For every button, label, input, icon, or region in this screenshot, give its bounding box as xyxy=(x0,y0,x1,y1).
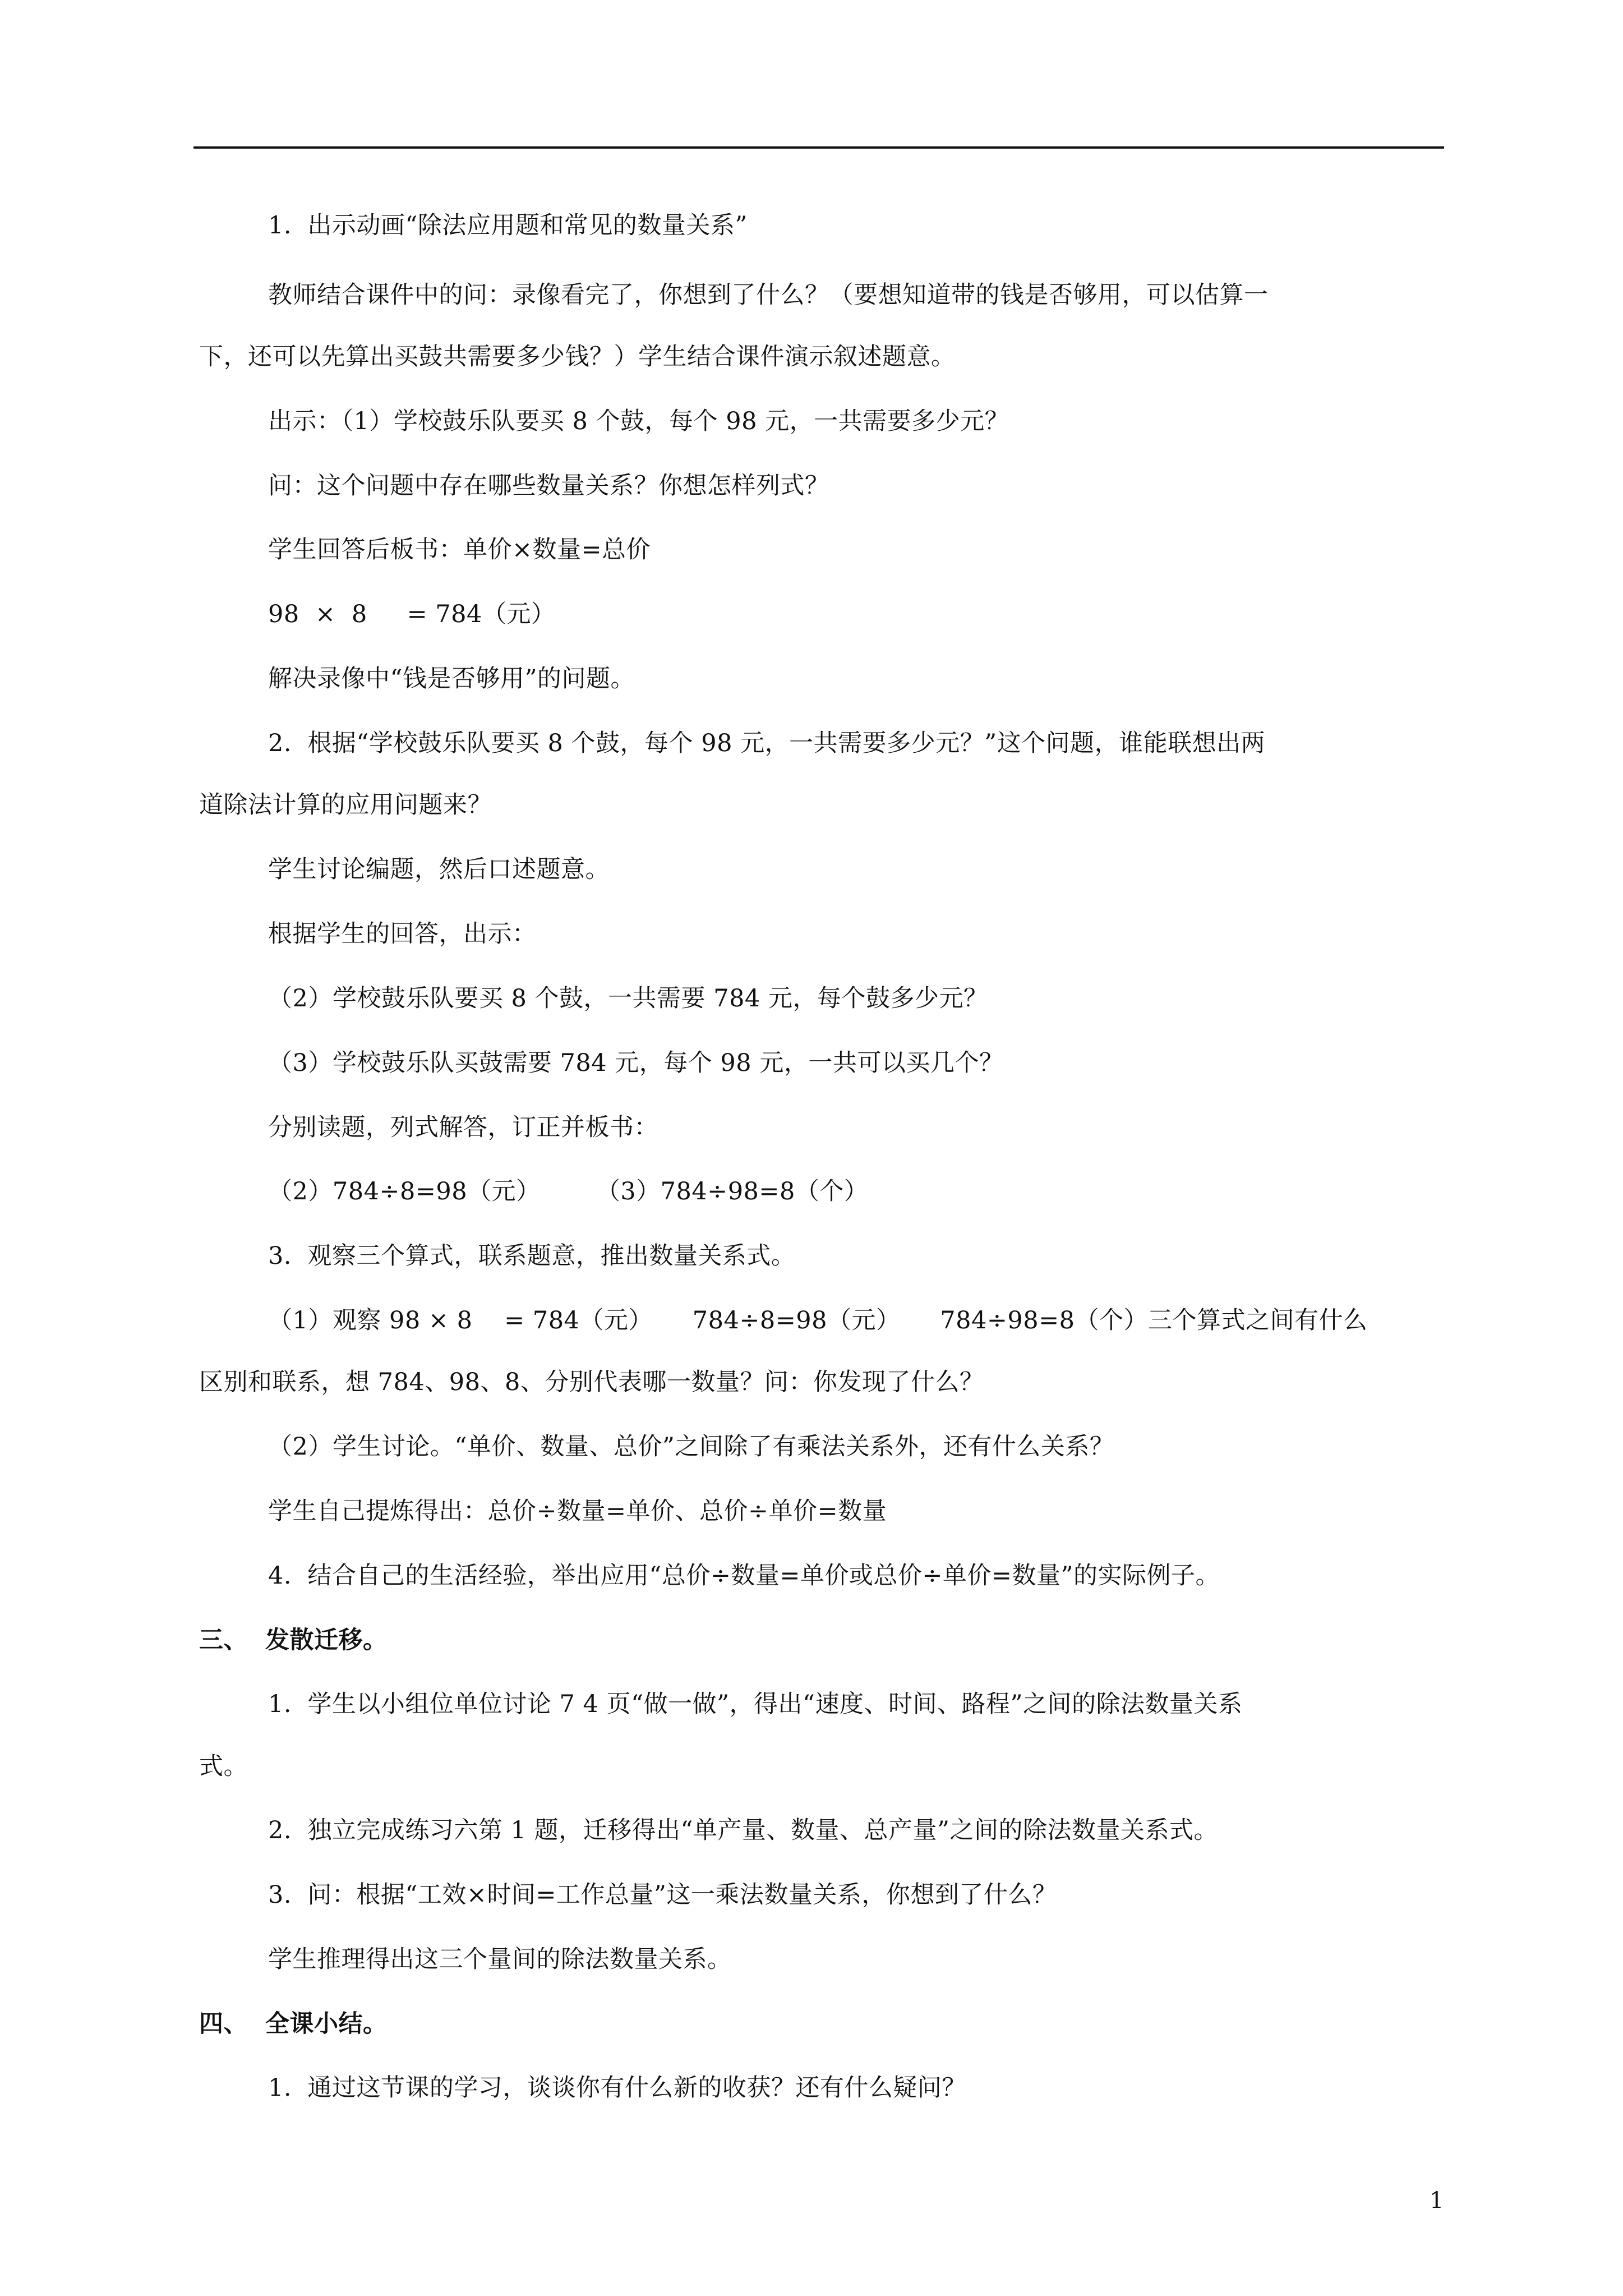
text-line: 问：这个问题中存在哪些数量关系？你想怎样列式？ xyxy=(268,472,829,500)
text-line: 1. 出示动画“除法应用题和常见的数量关系” xyxy=(268,211,748,240)
text-line: 根据学生的回答，出示： xyxy=(268,920,537,948)
text-line: 出示：（1）学校鼓乐队要买 8 个鼓，每个 98 元，一共需要多少元？ xyxy=(268,407,1009,435)
text-line: 1. 通过这节课的学习，谈谈你有什么新的收获？还有什么疑问？ xyxy=(268,2074,966,2102)
text-line: 4. 结合自己的生活经验，举出应用“总价÷数量=单价或总价÷单价=数量”的实际例子。 xyxy=(268,1562,1220,1590)
text-line: 解决录像中“钱是否够用”的问题。 xyxy=(268,665,635,693)
text-line: 1. 学生以小组位单位讨论 7 4 页“做一做”，得出“速度、时间、路程”之间的除法数量关系 xyxy=(268,1690,1243,1718)
text-line: （2）784÷8=98（元） （3）784÷98=8（个） xyxy=(268,1177,869,1205)
text-line: 学生讨论编题，然后口述题意。 xyxy=(268,855,610,884)
text-line: （3）学校鼓乐队买鼓需要 784 元，每个 98 元，一共可以买几个？ xyxy=(268,1049,1004,1077)
text-line: （2）学生讨论。“单价、数量、总价”之间除了有乘法关系外，还有什么关系？ xyxy=(268,1433,1114,1461)
text-line: 98 × 8 = 784（元） xyxy=(268,600,556,628)
text-line: 分别读题，列式解答，订正并板书： xyxy=(268,1114,658,1142)
page-number: 1 xyxy=(1430,2188,1444,2214)
text-line: 2. 独立完成练习六第 1 题，迁移得出“单产量、数量、总产量”之间的除法数量关系式。 xyxy=(268,1816,1219,1844)
text-line: （2）学校鼓乐队要买 8 个鼓，一共需要 784 元，每个鼓多少元？ xyxy=(268,984,988,1013)
text-line: 道除法计算的应用问题来？ xyxy=(199,791,492,819)
text-line: 下，还可以先算出买鼓共需要多少钱？）学生结合课件演示叙述题意。 xyxy=(199,343,956,371)
text-line: 区别和联系，想 784、98、8、分别代表哪一数量？问：你发现了什么？ xyxy=(199,1368,984,1396)
section-heading: 四、 全课小结。 xyxy=(199,2010,388,2038)
text-line: （1）观察 98 × 8 = 784（元） 784÷8=98（元） 784÷98=8（个）三个算式之间有什么 xyxy=(268,1306,1368,1335)
text-line: 学生回答后板书：单价×数量=总价 xyxy=(268,536,651,564)
text-line: 学生自己提炼得出：总价÷数量=单价、总价÷单价=数量 xyxy=(268,1497,887,1525)
text-line: 3. 观察三个算式，联系题意，推出数量关系式。 xyxy=(268,1242,796,1270)
text-line: 3. 问：根据“工效×时间=工作总量”这一乘法数量关系，你想到了什么？ xyxy=(268,1881,1057,1909)
section-heading: 三、 发散迁移。 xyxy=(199,1626,388,1654)
text-line: 学生推理得出这三个量间的除法数量关系。 xyxy=(268,1945,732,1973)
text-line: 教师结合课件中的问：录像看完了，你想到了什么？（要想知道带的钱是否够用，可以估算一 xyxy=(268,281,1269,309)
header-rule xyxy=(193,146,1444,149)
text-line: 式。 xyxy=(199,1752,248,1780)
text-line: 2. 根据“学校鼓乐队要买 8 个鼓，每个 98 元，一共需要多少元？”这个问题，谁能联想出两 xyxy=(268,729,1266,757)
